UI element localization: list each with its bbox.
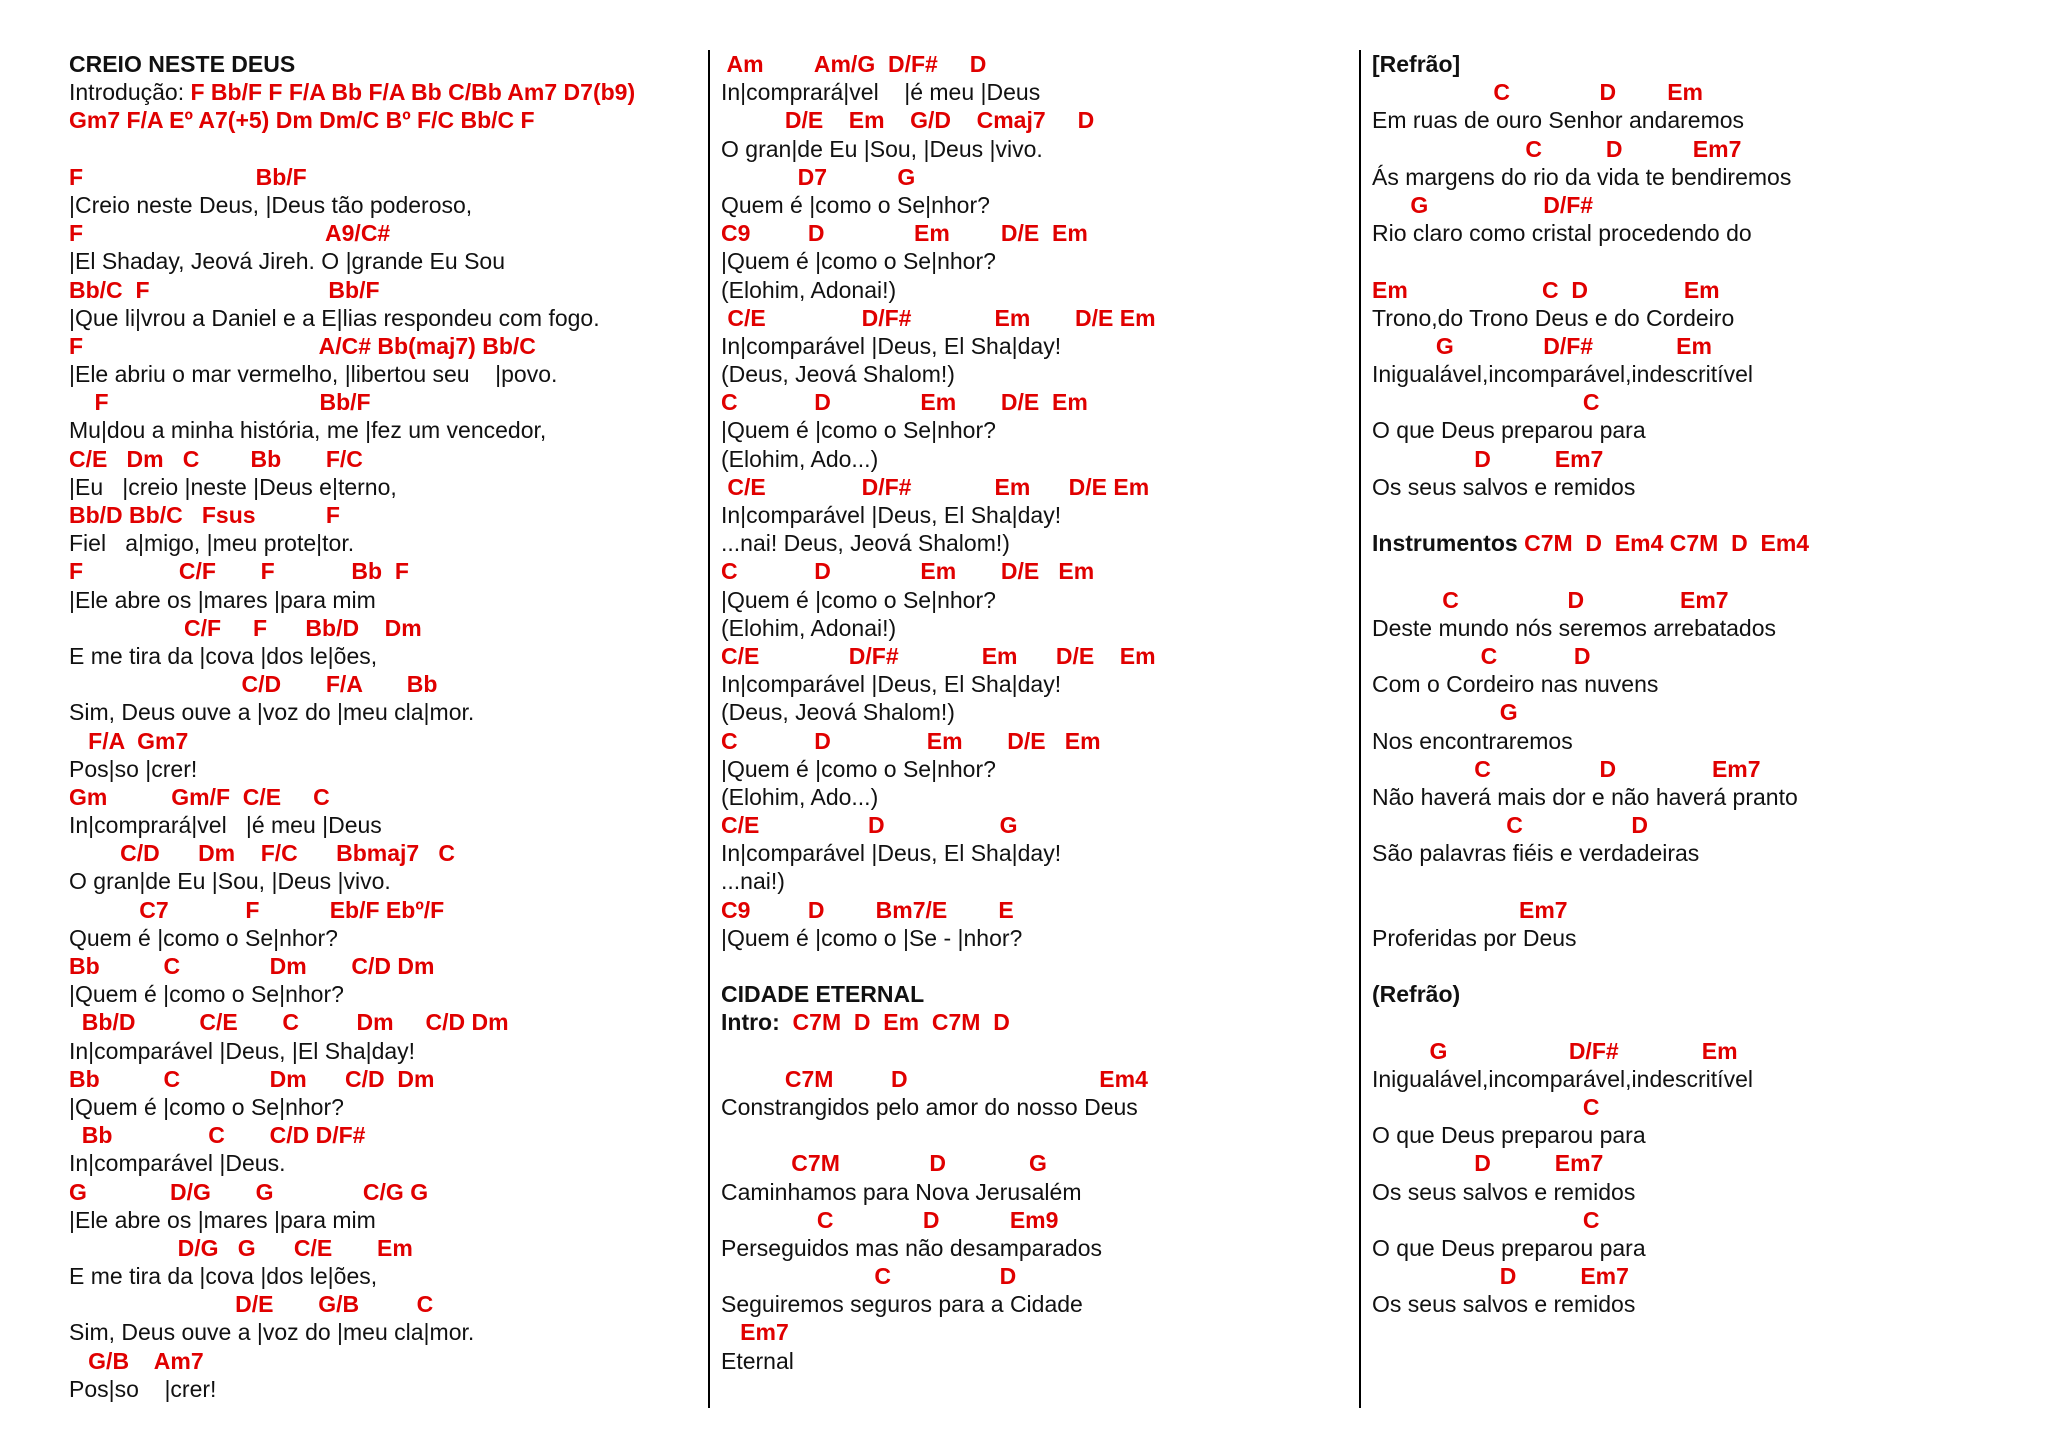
section-label: (Refrão) [1372,981,1461,1008]
lyric-line: |Quem é |como o Se|nhor? [721,248,996,275]
chord-line: C D Em D/E Em [721,727,1101,754]
lyric-line: In|comparável |Deus, |El Sha|day! [69,1037,416,1064]
lyric-line: Com o Cordeiro nas nuvens [1372,671,1659,698]
blank-line [721,952,1351,980]
lyric-line: In|comparável |Deus, El Sha|day! [721,671,1062,698]
lyric-line: |Quem é |como o Se|nhor? [721,755,996,782]
chord-line: C/E D/F# Em D/E Em [721,473,1150,500]
chord-line: Bb C Dm C/D Dm [69,953,435,979]
lyric-line: Eternal [721,1347,794,1374]
chord-line: F A9/C# [69,220,391,247]
column-divider [1359,50,1361,1408]
lyric-line: Seguiremos seguros para a Cidade [721,1291,1083,1318]
chord-line: C D Em [1372,79,1704,106]
chord-line: Em7 [721,1319,789,1346]
chord-sequence: C7M D Em4 C7M D Em4 [1524,530,1810,557]
chord-line: C/D F/A Bb [69,671,438,698]
lyric-line: (Elohim, Adonai!) [721,614,897,641]
blank-line [1372,867,2032,895]
chord-line: F Bb/F [69,389,371,416]
mixed-line [1372,529,2032,557]
lyric-line: Não haverá mais dor e não haverá pranto [1372,783,1798,810]
lyric-line: Caminhamos para Nova Jerusalém [721,1178,1082,1205]
lyric-line: Constrangidos pelo amor do nosso Deus [721,1093,1138,1120]
lyric-line: In|comparável |Deus, El Sha|day! [721,502,1062,528]
blank-line [1372,501,2032,529]
lyric-line: Inigualável,incomparável,indescritível [1372,361,1753,388]
lyric-line: Os seus salvos e remidos [1372,1178,1636,1205]
line-label: Instrumentos [1372,530,1525,557]
chord-line: G [1372,699,1518,726]
chord-line: D Em7 [1372,1150,1604,1177]
lyric-line: |Quem é |como o Se|nhor? [69,981,344,1008]
lyric-line: O gran|de Eu |Sou, |Deus |vivo. [721,135,1043,162]
lyric-line: Sim, Deus ouve a |voz do |meu cla|mor. [69,699,475,726]
chord-line: D Em7 [1372,445,1604,472]
chord-line: C7 F Eb/F Ebº/F [69,896,445,923]
lyric-line: In|comprará|vel |é meu |Deus [69,812,382,839]
chord-line: C D Em9 [721,1206,1059,1233]
chord-line: F A/C# Bb(maj7) Bb/C [69,332,536,359]
lyric-line: Proferidas por Deus [1372,924,1577,951]
lyric-line: Os seus salvos e remidos [1372,473,1636,500]
lyric-line: Trono,do Trono Deus e do Cordeiro [1372,304,1735,331]
lyric-line: |Quem é |como o Se|nhor? [721,586,996,613]
lyric-line: Os seus salvos e remidos [1372,1291,1636,1318]
chord-sequence: F Bb/F F F/A Bb F/A Bb C/Bb Am7 D7(b9) [190,79,636,106]
lyric-line: In|comparável |Deus, El Sha|day! [721,332,1062,359]
chord-line: C [1372,1093,1600,1120]
blank-line [1372,247,2032,275]
lyric-line: In|comparável |Deus, El Sha|day! [721,840,1062,867]
column-2 [721,50,1351,1375]
chord-line: C [1372,389,1600,416]
chord-line: C/E D/F# Em D/E Em [721,642,1156,669]
chord-line: C D Em7 [1372,586,1729,613]
chord-line: G D/G G C/G G [69,1178,429,1205]
chord-line: F C/F F Bb F [69,558,409,585]
lyric-line: São palavras fiéis e verdadeiras [1372,840,1700,867]
chord-line: Am Am/G D/F# D [721,51,987,77]
lyric-line: ...nai! Deus, Jeová Shalom!) [721,530,1010,557]
lyric-line: Rio claro como cristal procedendo do [1372,220,1752,247]
lyric-line: |Quem é |como o Se|nhor? [721,417,996,444]
mixed-line [721,1008,1351,1036]
lyric-line: |Ele abre os |mares |para mim [69,1206,376,1233]
lyric-line: Inigualável,incomparável,indescritível [1372,1065,1753,1092]
column-3 [1372,50,2032,1318]
lyric-line: Sim, Deus ouve a |voz do |meu cla|mor. [69,1319,475,1346]
chord-line: G D/F# Em [1372,1037,1738,1064]
chord-line: D/E Em G/D Cmaj7 D [721,107,1095,134]
lyric-line: (Elohim, Ado...) [721,783,879,810]
chord-line: C D Em D/E Em [721,389,1088,416]
chord-line: Bb C C/D D/F# [69,1122,366,1149]
lyric-line: Deste mundo nós seremos arrebatados [1372,614,1776,641]
line-label: Intro: [721,1009,793,1036]
lyric-line: (Deus, Jeová Shalom!) [721,361,955,388]
chord-line: C9 D Em D/E Em [721,220,1088,247]
chord-line: C D [721,1263,1017,1290]
lyric-line: (Elohim, Ado...) [721,445,879,472]
song-title: CIDADE ETERNAL [721,981,925,1008]
mixed-line [69,78,709,106]
blank-line [1372,952,2032,980]
lyric-line: |Quem é |como o |Se - |nhor? [721,924,1023,951]
chord-line: C [1372,1206,1600,1233]
blank-line [721,1037,1351,1065]
chord-line: G/B Am7 [69,1347,204,1374]
chord-line: D/G G C/E Em [69,1234,413,1261]
chord-line: C D Em7 [1372,755,1761,782]
chord-line: Em7 [1372,896,1568,923]
lyric-line: |Ele abriu o mar vermelho, |libertou seu |povo. [69,361,558,388]
chord-line: C7M D Em4 [721,1065,1148,1092]
chord-line: C D Em D/E Em [721,558,1095,585]
chord-line: C/D Dm F/C Bbmaj7 C [69,840,455,867]
lyric-line: In|comprará|vel |é meu |Deus [721,79,1041,106]
chord-line: Bb C Dm C/D Dm [69,1065,435,1092]
blank-line [721,1121,1351,1149]
chord-line: C7M D G [721,1150,1047,1177]
lyric-line: (Elohim, Adonai!) [721,276,897,303]
blank-line [1372,1008,2032,1036]
column-divider [708,50,710,1408]
chord-line: C9 D Bm7/E E [721,896,1014,923]
lyric-line: Pos|so |crer! [69,755,198,782]
chord-line: C/E Dm C Bb F/C [69,445,363,472]
lyric-line: Em ruas de ouro Senhor andaremos [1372,107,1745,134]
lyric-line: E me tira da |cova |dos le|ões, [69,642,378,669]
chord-line: C D Em7 [1372,135,1742,162]
lyric-line: Quem é |como o Se|nhor? [69,924,338,951]
chord-line: C D [1372,812,1649,839]
lyric-line: O que Deus preparou para [1372,417,1646,444]
chord-line: Bb/D Bb/C Fsus F [69,502,340,528]
lyric-line: Quem é |como o Se|nhor? [721,191,990,218]
chord-line: Bb/C F Bb/F [69,276,380,303]
lyric-line: O que Deus preparou para [1372,1122,1646,1149]
chord-line: Gm7 F/A Eº A7(+5) Dm Dm/C Bº F/C Bb/C F [69,107,535,134]
chord-line: G D/F# [1372,191,1594,218]
chord-line: C D [1372,642,1591,669]
song-title: CREIO NESTE DEUS [69,51,296,77]
chord-line: Em C D Em [1372,276,1720,303]
blank-line [69,135,709,163]
lyric-line: O que Deus preparou para [1372,1234,1646,1261]
lyric-line: ...nai!) [721,868,785,895]
lyric-line: |Que li|vrou a Daniel e a E|lias respondeu com fogo. [69,304,600,331]
lyric-line: |Eu |creio |neste |Deus e|terno, [69,473,397,500]
line-label: Introdução: [69,79,191,106]
lyric-line: Fiel a|migo, |meu prote|tor. [69,530,355,557]
lyric-line: Perseguidos mas não desamparados [721,1234,1103,1261]
lyric-line: (Deus, Jeová Shalom!) [721,699,955,726]
chord-line: Bb/D C/E C Dm C/D Dm [69,1009,509,1036]
lyric-line: |Quem é |como o Se|nhor? [69,1093,344,1120]
lyric-line: In|comparável |Deus. [69,1150,286,1177]
blank-line [1372,557,2032,585]
lyric-line: Mu|dou a minha história, me |fez um vencedor, [69,417,547,444]
chord-line: Gm Gm/F C/E C [69,783,330,810]
chord-line: C/E D G [721,812,1018,839]
lyric-line: |El Shaday, Jeová Jireh. O |grande Eu Sou [69,248,506,275]
lyric-line: Ás margens do rio da vida te bendiremos [1372,163,1792,190]
chord-line: D Em7 [1372,1263,1629,1290]
lyric-line: E me tira da |cova |dos le|ões, [69,1263,378,1290]
lyric-line: |Ele abre os |mares |para mim [69,586,376,613]
lyric-line: Nos encontraremos [1372,727,1573,754]
chord-line: D/E G/B C [69,1291,434,1318]
chord-line: F/A Gm7 [69,727,189,754]
lyric-line: |Creio neste Deus, |Deus tão poderoso, [69,191,473,218]
chord-line: F Bb/F [69,163,307,190]
chord-line: C/E D/F# Em D/E Em [721,304,1156,331]
chord-line: D7 G [721,163,916,190]
chord-line: C/F F Bb/D Dm [69,614,422,641]
lyric-line: Pos|so |crer! [69,1375,217,1402]
chord-line: G D/F# Em [1372,332,1712,359]
chord-sequence: C7M D Em C7M D [792,1009,1010,1036]
lyric-line: O gran|de Eu |Sou, |Deus |vivo. [69,868,391,895]
section-label: [Refrão] [1372,51,1461,77]
column-1 [69,50,709,1403]
